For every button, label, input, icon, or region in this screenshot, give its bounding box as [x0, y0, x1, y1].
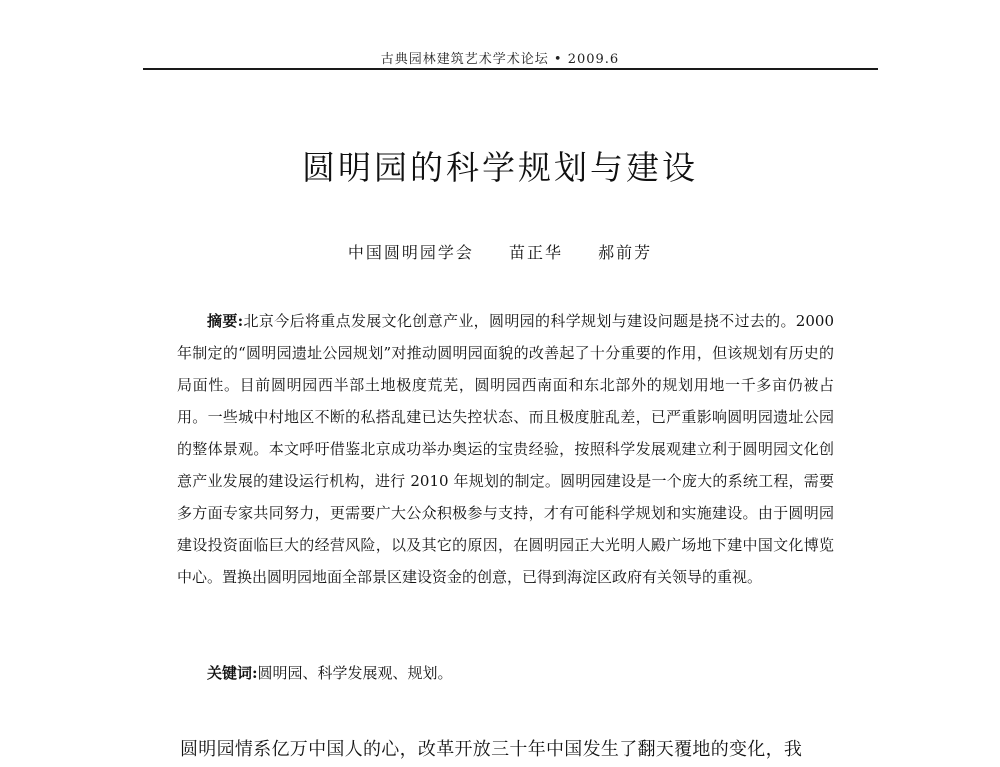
body-paragraph: 圆明园情系亿万中国人的心，改革开放三十年中国发生了翻天覆地的变化，我 [180, 739, 803, 760]
author-name: 苗正华 [508, 243, 563, 262]
keywords-label: 关键词: [207, 664, 258, 682]
author-line [0, 240, 1000, 263]
author-name: 郝前芳 [598, 243, 653, 262]
keywords-text: 圆明园、科学发展观、规划。 [257, 664, 453, 682]
header-rule [143, 68, 878, 70]
affiliation: 中国圆明园学会 [347, 243, 474, 262]
abstract [177, 305, 834, 593]
keywords [207, 657, 834, 689]
page-title: 圆明园的科学规划与建设 [302, 148, 698, 187]
abstract-label: 摘要: [207, 312, 244, 330]
running-header: 古典园林建筑艺术学术论坛 • 2009.6 [380, 52, 620, 67]
abstract-text: 北京今后将重点发展文化创意产业，圆明园的科学规划与建设问题是挠不过去的。2000 年制定的“圆明园遗址公园规划”对推动圆明园面貌的改善起了十分重要的作用，但该规划有历史的局面性。目前圆明园西半部土地极度荒芜，圆明园西南面和东北部外的规划用地一千多亩仍被占用。一些城中村地区不断的私搭乱建已达失控状态、而且极度脏乱差，已严重影响圆明园遗址公园的整体景观。本文呼吁借鉴北京成功举办奥运的宝贵经验，按照科学发展观建立利于圆明园文化创意产业发展的建设运行机构，进行 2010 年规划的制定。圆明园建设是一个庞大的系统工程，需要多方面专家共同努力，更需要广大公众积极参与支持，才有可能科学规划和实施建设。由于圆明园建设投资面临巨大的经营风险，以及其它的原因，在圆明园正大光明人殿广场地下建中国文化博览中心。置换出圆明园地面全部景区建设资金的创意，已得到海淀区政府有关领导的重视。 [177, 312, 834, 586]
